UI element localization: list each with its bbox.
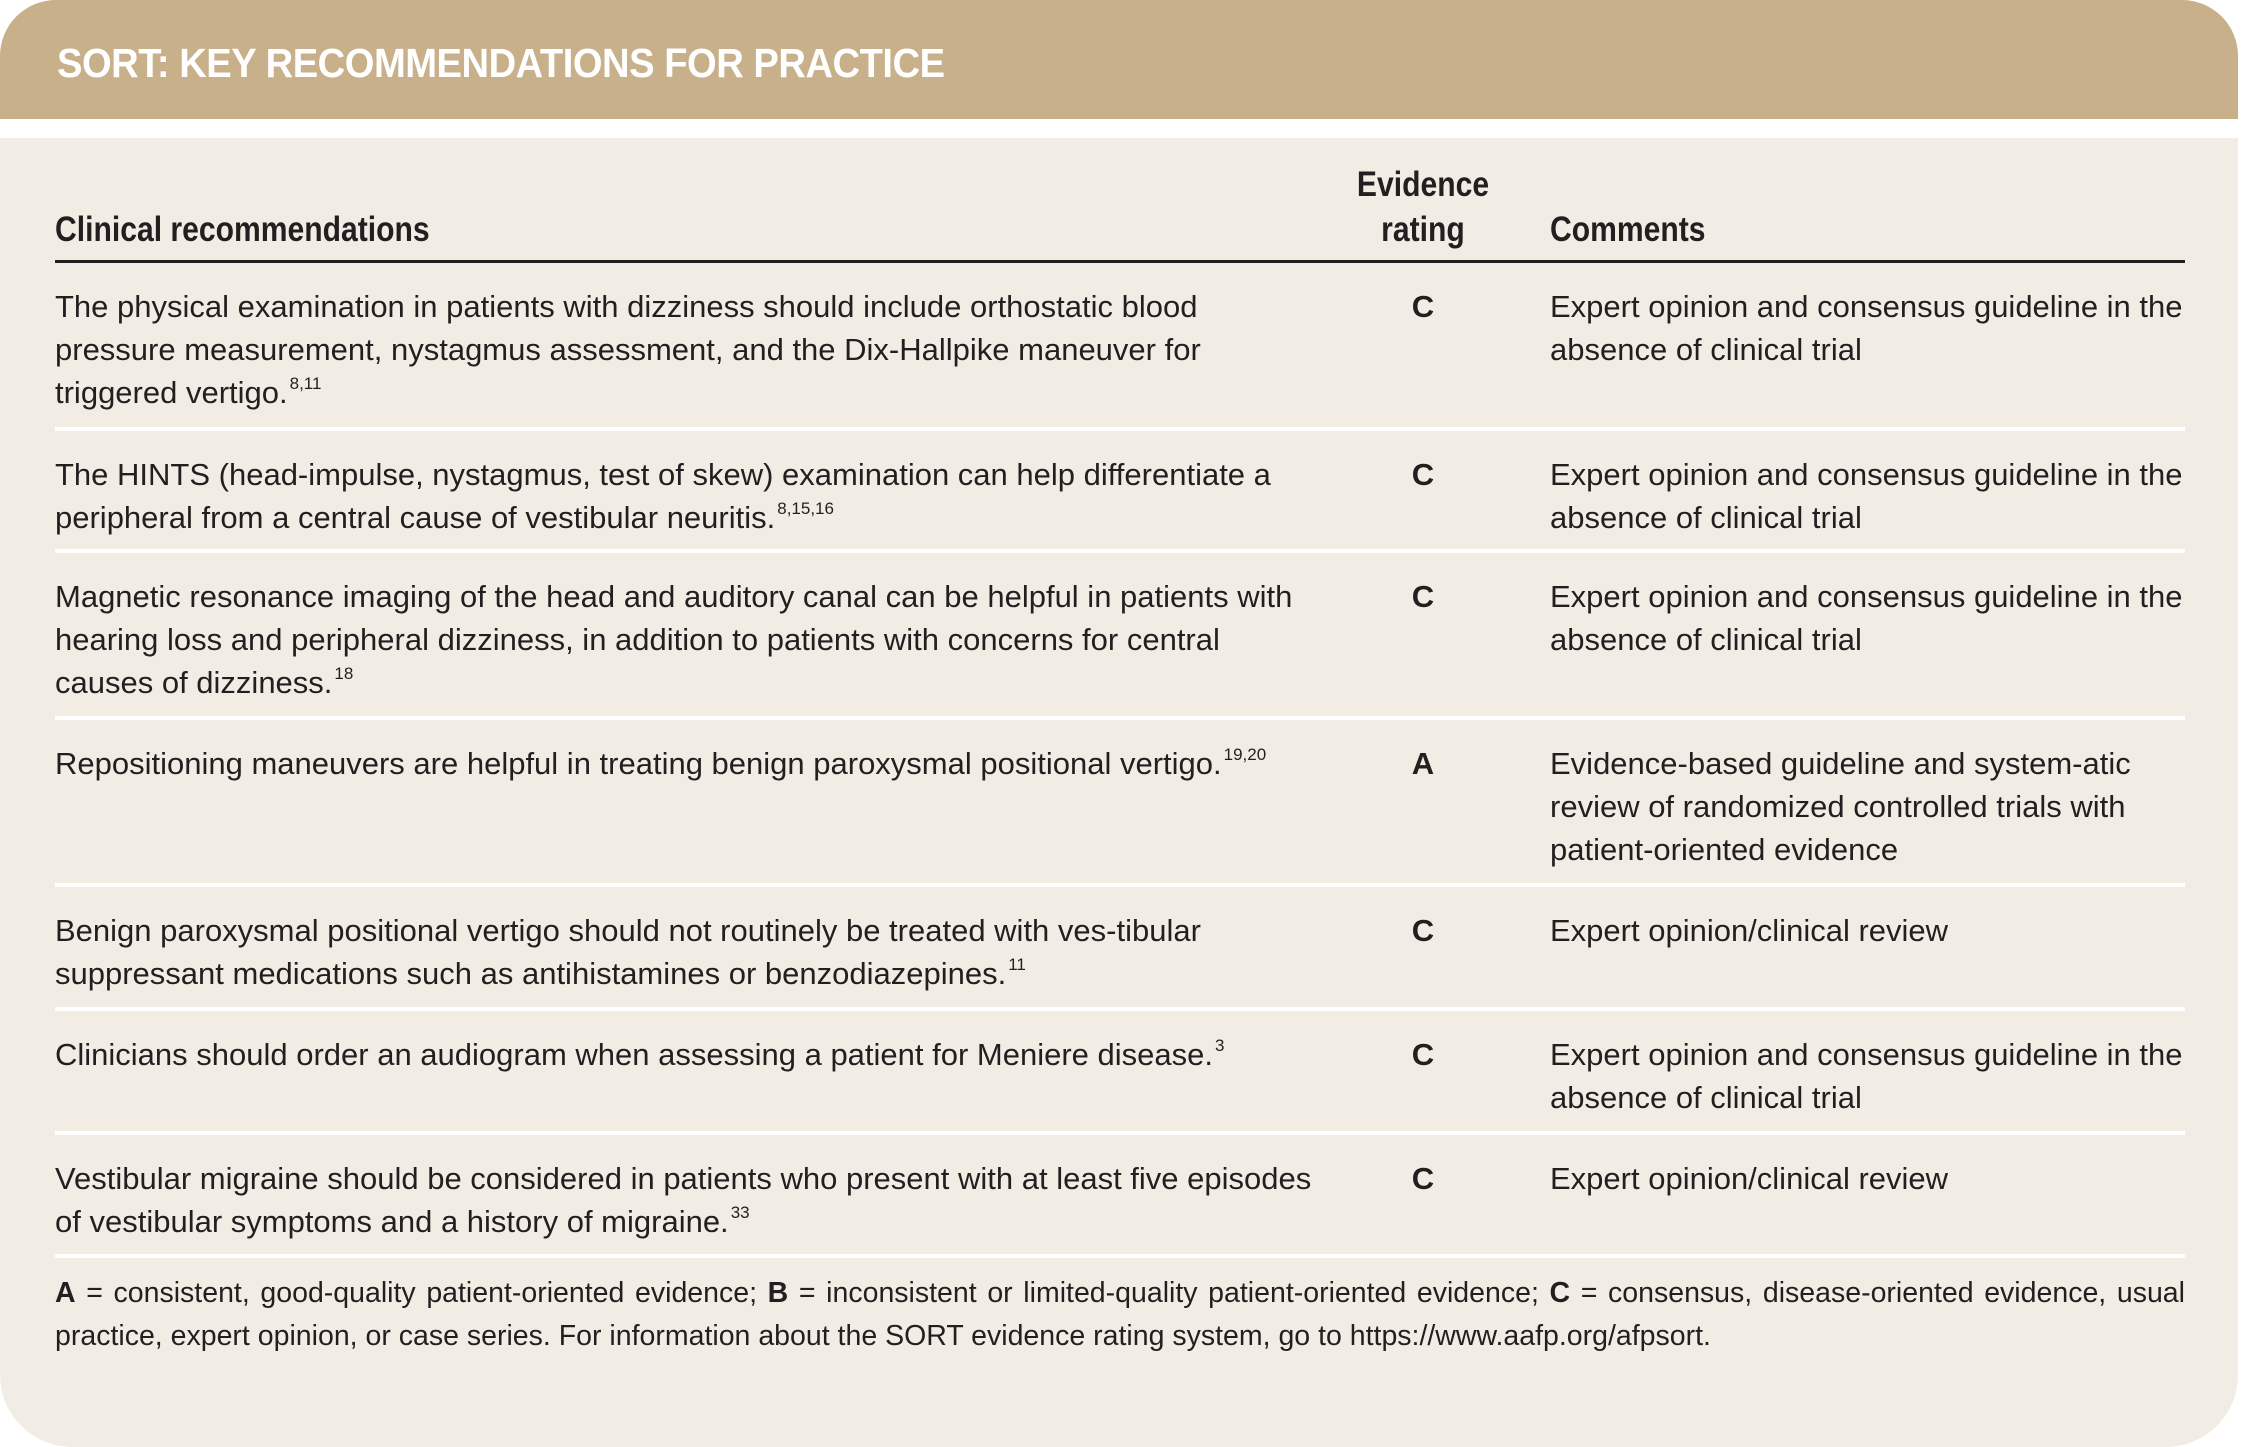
table-row bbox=[55, 720, 2185, 887]
evidence-rating-cell: C bbox=[1411, 913, 1435, 948]
recommendation-cell bbox=[55, 285, 1320, 414]
reference-superscript: 8,15,16 bbox=[777, 499, 834, 518]
card-title: SORT: KEY RECOMMENDATIONS FOR PRACTICE bbox=[57, 40, 945, 86]
table-row bbox=[55, 1135, 2185, 1258]
evidence-rating-footnote bbox=[55, 1272, 2185, 1357]
reference-superscript: 3 bbox=[1215, 1036, 1225, 1055]
table-row bbox=[55, 1011, 2185, 1135]
table-row bbox=[55, 887, 2185, 1011]
table-row bbox=[55, 263, 2185, 431]
comments-cell: Expert opinion and consensus guideline in the absence of clinical trial bbox=[1550, 1037, 2183, 1115]
recommendation-cell bbox=[55, 575, 1320, 704]
comments-cell: Expert opinion and consensus guideline in the absence of clinical trial bbox=[1550, 457, 2183, 535]
recommendation-text: Clinicians should order an audiogram when assessing a patient for Meniere disease. bbox=[55, 1037, 1213, 1072]
evidence-rating-cell: C bbox=[1411, 1037, 1435, 1072]
recommendation-text: Benign paroxysmal positional vertigo should not routinely be treated with ves-tibular suppressant medications such as antihistamines or benzodiazepines. bbox=[55, 913, 1201, 991]
recommendations-table bbox=[55, 138, 2185, 1258]
recommendation-text: Repositioning maneuvers are helpful in treating benign paroxysmal positional vertigo. bbox=[55, 746, 1222, 781]
reference-superscript: 18 bbox=[334, 664, 354, 683]
footnote-text-c: = consensus, disease-oriented evidence, usual practice, expert opinion, or case series. For information about the SORT evidence rating system, go to https://www.aafp.org/afpsort. bbox=[55, 1277, 2185, 1352]
column-header-comments: Comments bbox=[1550, 210, 1706, 249]
recommendation-text: The physical examination in patients with dizziness should include orthostatic blood pressure measurement, nystagmus assessment, and the Dix-Hallpike maneuver for triggered vertigo. bbox=[55, 289, 1201, 410]
recommendation-cell bbox=[55, 909, 1320, 995]
table-header bbox=[55, 138, 2185, 263]
comments-cell: Expert opinion and consensus guideline in the absence of clinical trial bbox=[1550, 289, 2183, 367]
evidence-rating-cell: C bbox=[1411, 1161, 1435, 1196]
recommendation-text: Vestibular migraine should be considered in patients who present with at least five episodes of vestibular symptoms and a history of migraine. bbox=[55, 1161, 1312, 1239]
column-header-recommendations: Clinical recommendations bbox=[55, 210, 430, 249]
comments-cell: Expert opinion/clinical review bbox=[1550, 1161, 1949, 1196]
recommendation-cell bbox=[55, 453, 1320, 539]
comments-cell: Evidence-based guideline and system-atic review of randomized controlled trials with patient-oriented evidence bbox=[1550, 746, 2131, 867]
recommendation-cell bbox=[55, 742, 1320, 785]
reference-superscript: 11 bbox=[1008, 955, 1026, 974]
column-header-evidence-rating: Evidence rating bbox=[1356, 165, 1490, 249]
footnote-key-c: C bbox=[1549, 1277, 1571, 1309]
recommendation-text: Magnetic resonance imaging of the head and auditory canal can be helpful in patients with hearing loss and peripheral dizziness, in addition to patients with concerns for central causes of dizziness. bbox=[55, 579, 1293, 700]
recommendation-cell bbox=[55, 1157, 1320, 1243]
footnote-text-a: = consistent, good-quality patient-oriented evidence; bbox=[75, 1277, 768, 1309]
table-row bbox=[55, 553, 2185, 720]
comments-cell: Expert opinion and consensus guideline in the absence of clinical trial bbox=[1550, 579, 2183, 657]
table-row bbox=[55, 431, 2185, 553]
recommendation-cell bbox=[55, 1033, 1320, 1076]
reference-superscript: 33 bbox=[730, 1203, 750, 1222]
comments-cell: Expert opinion/clinical review bbox=[1550, 913, 1949, 948]
evidence-rating-cell: C bbox=[1411, 579, 1435, 614]
reference-superscript: 19,20 bbox=[1223, 745, 1267, 764]
footnote-text-b: = inconsistent or limited-quality patient-oriented evidence; bbox=[788, 1277, 1550, 1309]
footnote-key-b: B bbox=[767, 1277, 789, 1309]
header-band bbox=[0, 0, 2238, 119]
evidence-rating-cell: A bbox=[1411, 746, 1435, 781]
evidence-rating-cell: C bbox=[1411, 457, 1435, 492]
recommendation-text: The HINTS (head-impulse, nystagmus, test of skew) examination can help differentiate a peripheral from a central cause of vestibular neuritis. bbox=[55, 457, 1271, 535]
evidence-rating-cell: C bbox=[1411, 289, 1435, 324]
header-separator bbox=[0, 119, 2238, 138]
footnote-key-a: A bbox=[55, 1277, 76, 1309]
reference-superscript: 8,11 bbox=[289, 374, 322, 393]
